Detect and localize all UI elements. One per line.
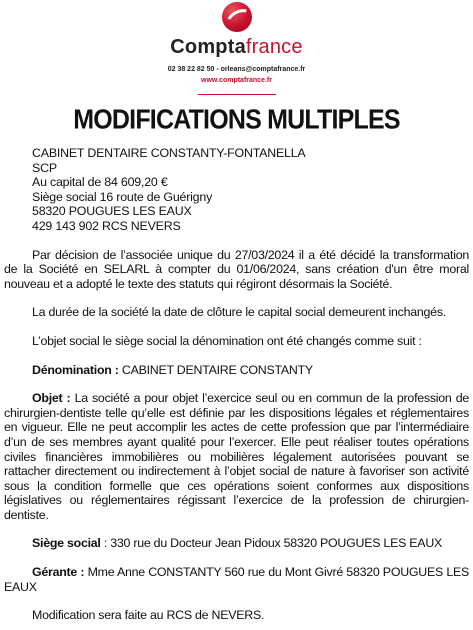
company-rcs: 429 143 902 RCS NEVERS <box>32 218 181 233</box>
objet-value: La société a pour objet l’exercice seul ou en commun de la profession de chirurgien-dentiste telle qu’elle est définie par les dispositions légales et réglementaires en vigueur. Elle ne peut accomplir les actes de cette profession que par l’intermédiaire d’un de ses membres ayant qualité pour l’exercer. Elle peut réaliser toutes opérations civiles financières immobilières ou mobilières légalement autorisées pouvant se rattacher directement ou indirectement à l’objet social de nature à favoriser son activité sous la condition formelle que ces opérations soient conformes aux dispositions législatives ou réglementaires régissant l’exercice de la profession de chirurgien-dentiste. <box>4 391 469 522</box>
paragraph-objet-change: L’objet social le siège social la dénomination ont été changés comme suit : <box>32 333 422 348</box>
paragraph-decision: Par décision de l’associée unique du 27/03/2024 il a été décidé la transformation de la Société en SELARL à compter du 01/06/2024, sans création d'un être moral nouveau et a adopté le texte des statuts qui régiront désormais la Société. <box>4 247 469 291</box>
website-link[interactable]: www.comptafrance.fr <box>201 77 272 84</box>
paragraph-objet <box>4 391 469 522</box>
company-form: SCP <box>32 160 57 175</box>
notice-title: MODIFICATIONS MULTIPLES <box>73 104 400 136</box>
paragraph-rcs: Modification sera faite au RCS de NEVERS. <box>32 608 265 623</box>
brand-name <box>0 36 473 59</box>
company-city: 58320 POUGUES LES EAUX <box>32 204 192 219</box>
notice-body <box>4 146 469 623</box>
header-divider <box>198 94 276 95</box>
denomination-label: Dénomination : <box>32 362 119 377</box>
gerante-label: Gérante : <box>32 565 85 580</box>
company-seat: Siège social 16 route de Guérigny <box>32 189 213 204</box>
denomination-value: CABINET DENTAIRE CONSTANTY <box>118 362 313 377</box>
company-address-block <box>32 146 469 234</box>
letterhead <box>0 0 473 100</box>
company-name: CABINET DENTAIRE CONSTANTY-FONTANELLA <box>32 146 306 160</box>
siege-value: : 330 rue du Docteur Jean Pidoux 58320 POUGUES LES EAUX <box>100 536 443 551</box>
brand-name-light: france <box>245 36 303 58</box>
paragraph-duree: La durée de la société la date de clôture le capital social demeurent inchangés. <box>32 305 446 320</box>
comptafrance-logo-icon <box>222 2 252 32</box>
gerante-value: Mme Anne CONSTANTY 560 rue du Mont Givré 58320 POUGUES LES EAUX <box>4 565 469 594</box>
siege-label: Siège social <box>32 536 101 551</box>
objet-label: Objet : <box>32 391 71 406</box>
paragraph-denomination <box>4 363 469 378</box>
paragraph-gerante <box>4 565 469 594</box>
company-capital: Au capital de 84 609,20 € <box>32 175 168 190</box>
brand-name-bold: Compta <box>170 36 246 58</box>
paragraph-siege <box>4 536 469 551</box>
contact-line: 02 38 22 82 50 - orleans@comptafrance.fr <box>167 66 306 73</box>
